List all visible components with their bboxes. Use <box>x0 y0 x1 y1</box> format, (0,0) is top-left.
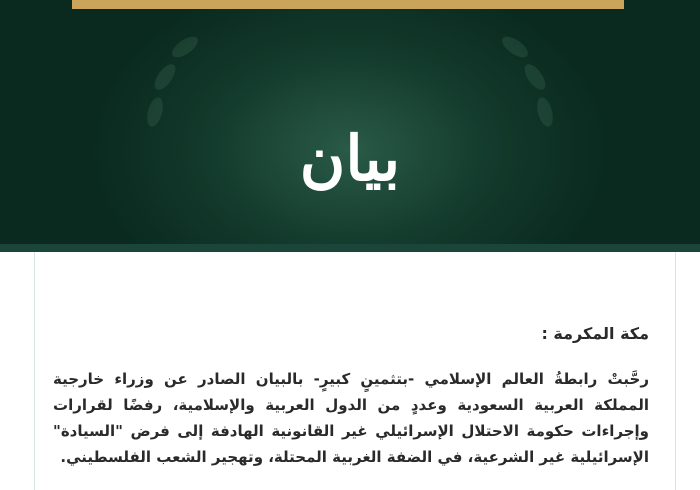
dateline: مكة المكرمة : <box>541 324 649 343</box>
laurel-leaf-icon <box>144 96 165 129</box>
statement-content <box>34 252 676 490</box>
header-bottom-strip <box>0 244 700 252</box>
laurel-leaf-icon <box>499 33 532 62</box>
laurel-leaf-icon <box>521 61 550 94</box>
laurel-leaf-icon <box>534 96 555 129</box>
gold-accent-bar <box>72 0 624 9</box>
statement-body: رحَّبتْ رابطةُ العالم الإسلامي -بتثمينٍ كبيرٍ- بالبيان الصادر عن وزراء خارجية المملكة العربية السعودية وعددٍ من الدول العربية والإسلامية، رفضًا لقرارات وإجراءات حكومة الاحتلال الإسرائيلي غير القانونية الهادفة إلى فرض "السيادة" الإسرائيلية غير الشرعية، في الضفة الغربية المحتلة، وتهجير الشعب الفلسطيني. <box>53 370 649 466</box>
laurel-leaf-icon <box>151 61 180 94</box>
statement-heading: بيان <box>299 122 401 195</box>
laurel-leaf-icon <box>169 33 202 62</box>
